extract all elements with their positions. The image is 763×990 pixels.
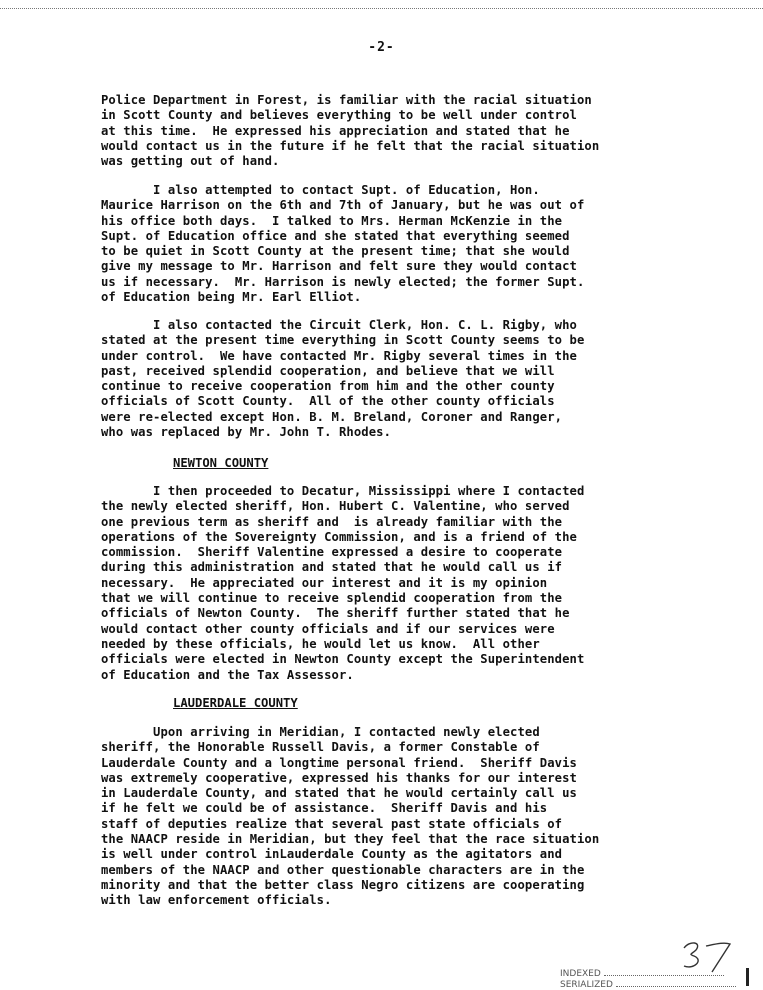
top-dotted-rule [0, 8, 763, 9]
stamp-bar [746, 968, 749, 986]
paragraph-1: Police Department in Forest, is familiar with the racial situation in Scott County and believes everything to be well under control at this time. He expressed his appreciation and stated that he would contact us in the future if he felt that the racial situation was getting out of hand. [101, 93, 600, 169]
heading-lauderdale-county: LAUDERDALE COUNTY [173, 696, 298, 710]
stamp-indexed-label: INDEXED [560, 969, 601, 979]
index-stamp [560, 968, 760, 990]
stamp-serialized-label: SERIALIZED [560, 980, 613, 990]
heading-newton-county: NEWTON COUNTY [173, 456, 269, 470]
page-number: -2- [368, 40, 395, 55]
paragraph-4: I then proceeded to Decatur, Mississippi where I contacted the newly elected sheriff, Hon. Hubert C. Valentine, who served one previous term as sheriff and is already familiar with the operations of the Sovereignty Commission, and is a friend of the commission. Sheriff Valentine expressed a desire to cooperate during this administration and stated that he would call us if necessary. He appreciated our interest and it is my opinion that we will continue to receive splendid cooperation from the officials of Newton County. The sheriff further stated that he would contact other county officials and if our services were needed by these officials, he would let us know. All other officials were elected in Newton County except the Superintendent of Education and the Tax Assessor. [101, 484, 585, 682]
paragraph-5: Upon arriving in Meridian, I contacted newly elected sheriff, the Honorable Russell Davis, a former Constable of Lauderdale County and a longtime personal friend. Sheriff Davis was extremely cooperative, expressed his thanks for our interest in Lauderdale County, and stated that he would certainly call us if he felt we could be of assistance. Sheriff Davis and his staff of deputies realize that several past state officials of the NAACP reside in Meridian, but they feel that the race situation is well under control inLauderdale County as the agitators and members of the NAACP and other questionable characters are in the minority and that the better class Negro citizens are cooperating with law enforcement officials. [101, 725, 600, 908]
paragraph-3: I also contacted the Circuit Clerk, Hon. C. L. Rigby, who stated at the present time everything in Scott County seems to be under control. We have contacted Mr. Rigby several times in the past, received splendid cooperation, and believe that we will continue to receive cooperation from him and the other county officials of Scott County. All of the other county officials were re-elected except Hon. B. M. Breland, Coroner and Ranger, who was replaced by Mr. John T. Rhodes. [101, 318, 585, 440]
paragraph-2: I also attempted to contact Supt. of Education, Hon. Maurice Harrison on the 6th and 7th of January, but he was out of his office both days. I talked to Mrs. Herman McKenzie in the Supt. of Education office and she stated that everything seemed to be quiet in Scott County at the present time; that she would give my message to Mr. Harrison and felt sure they would contact us if necessary. Mr. Harrison is newly elected; the former Supt. of Education being Mr. Earl Elliot. [101, 183, 585, 305]
